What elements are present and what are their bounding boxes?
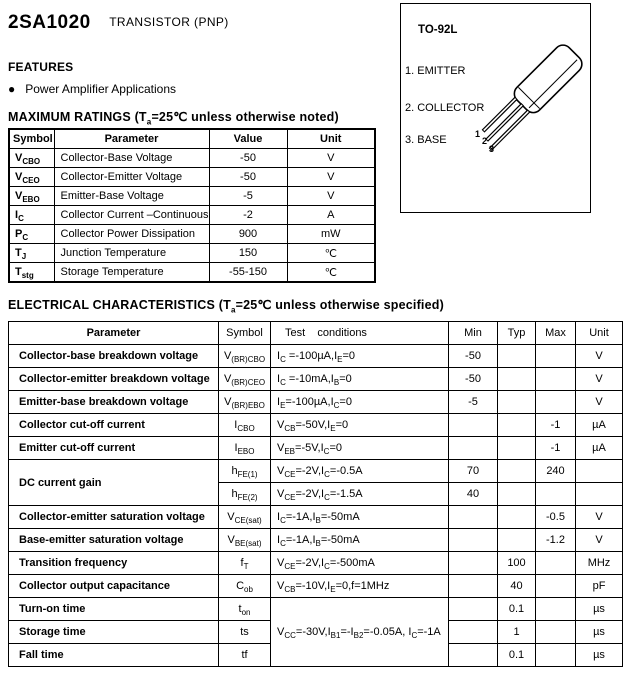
- feature-text: Power Amplifier Applications: [25, 82, 176, 96]
- cell-symbol: $V_{(BR)EBO}$: [219, 391, 271, 414]
- cell-typ: [498, 460, 536, 483]
- cell-value: -50: [209, 168, 287, 187]
- column-header: Unit: [576, 322, 623, 345]
- max-ratings-table: [8, 128, 376, 283]
- cell-test-conditions: $I_C=-1A,I_B=-50mA$: [271, 506, 449, 529]
- cell-unit: ℃: [287, 263, 375, 283]
- table-row: [9, 368, 623, 391]
- cell-parameter: Collector output capacitance: [9, 575, 219, 598]
- cell-unit: V: [576, 529, 623, 552]
- features-heading: FEATURES: [8, 60, 74, 74]
- cell-parameter: DC current gain: [9, 460, 219, 506]
- cell-typ: [498, 391, 536, 414]
- cell-unit: V: [576, 506, 623, 529]
- cell-unit: V: [287, 168, 375, 187]
- cell-max: [536, 552, 576, 575]
- cell-value: -50: [209, 149, 287, 168]
- cell-test-conditions: $V_{CE}=-2V,I_C=-0.5A$: [271, 460, 449, 483]
- cell-typ: 0.1: [498, 598, 536, 621]
- pin-label-collector: 2. COLLECTOR: [405, 102, 485, 114]
- cell-parameter: Collector-Base Voltage: [54, 149, 209, 168]
- cell-unit: A: [287, 206, 375, 225]
- table-row: [9, 168, 375, 187]
- table-row: [9, 437, 623, 460]
- max-ratings-body: [9, 149, 375, 283]
- cell-parameter: Emitter-base breakdown voltage: [9, 391, 219, 414]
- cell-typ: 40: [498, 575, 536, 598]
- column-header: Typ: [498, 322, 536, 345]
- column-header: Parameter: [54, 129, 209, 149]
- cell-unit: V: [576, 368, 623, 391]
- cell-max: [536, 391, 576, 414]
- cell-max: -0.5: [536, 506, 576, 529]
- cell-test-conditions: $V_{CE}=-2V,I_C=-500mA$: [271, 552, 449, 575]
- cell-symbol: $h_{FE(1)}$: [219, 460, 271, 483]
- features-section: [8, 60, 176, 96]
- cell-min: [449, 621, 498, 644]
- electrical-heading: ELECTRICAL CHARACTERISTICS ($T_a=25℃$ unless otherwise specified): [8, 298, 444, 315]
- cell-symbol: $f_T$: [219, 552, 271, 575]
- column-header: Test conditions: [271, 322, 449, 345]
- cell-symbol: $T_{stg}$: [9, 263, 54, 283]
- cell-typ: [498, 414, 536, 437]
- cell-min: 70: [449, 460, 498, 483]
- cell-parameter: Turn-on time: [9, 598, 219, 621]
- cell-parameter: Junction Temperature: [54, 244, 209, 263]
- cell-unit: V: [576, 345, 623, 368]
- table-row: [9, 529, 623, 552]
- lead-number-2: 2: [482, 136, 488, 146]
- cell-symbol: $t_{on}$: [219, 598, 271, 621]
- table-row: [9, 391, 623, 414]
- cell-typ: 100: [498, 552, 536, 575]
- cell-typ: [498, 345, 536, 368]
- cell-unit: µs: [576, 644, 623, 667]
- cell-typ: [498, 483, 536, 506]
- cell-max: [536, 345, 576, 368]
- column-header: Max: [536, 322, 576, 345]
- part-description: TRANSISTOR (PNP): [109, 15, 229, 29]
- cell-test-conditions: $I_C =-10mA,I_B=0$: [271, 368, 449, 391]
- cell-unit: pF: [576, 575, 623, 598]
- cell-parameter: Collector-emitter breakdown voltage: [9, 368, 219, 391]
- cell-unit: [576, 460, 623, 483]
- cell-symbol: $I_{CBO}$: [219, 414, 271, 437]
- cell-parameter: Collector Power Dissipation: [54, 225, 209, 244]
- cell-parameter: Emitter cut-off current: [9, 437, 219, 460]
- table-row: [9, 598, 623, 621]
- table-row: [9, 263, 375, 283]
- column-header: Unit: [287, 129, 375, 149]
- cell-parameter: Collector Current –Continuous: [54, 206, 209, 225]
- cell-value: -2: [209, 206, 287, 225]
- table-row: [9, 225, 375, 244]
- cell-test-conditions: $I_E=-100\mu A,I_C=0$: [271, 391, 449, 414]
- package-box: [400, 3, 591, 213]
- lead-number-3: 3: [489, 144, 495, 154]
- lead-number-1: 1: [475, 129, 481, 139]
- cell-min: [449, 575, 498, 598]
- cell-symbol: $C_{ob}$: [219, 575, 271, 598]
- cell-symbol: $T_J$: [9, 244, 54, 263]
- cell-value: -5: [209, 187, 287, 206]
- cell-min: [449, 598, 498, 621]
- cell-parameter: Collector-Emitter Voltage: [54, 168, 209, 187]
- cell-symbol: $V_{(BR)CEO}$: [219, 368, 271, 391]
- cell-symbol: $I_{EBO}$: [219, 437, 271, 460]
- cell-parameter: Base-emitter saturation voltage: [9, 529, 219, 552]
- table-row: [9, 206, 375, 225]
- cell-min: [449, 414, 498, 437]
- cell-test-conditions: $V_{CB}=-50V,I_E=0$: [271, 414, 449, 437]
- cell-test-conditions: $V_{CC}=-30V,I_{B1}=-I_{B2}=-0.05A$, $I_C=-1A$: [271, 598, 449, 667]
- cell-min: -5: [449, 391, 498, 414]
- page-title: 2SA1020: [8, 12, 91, 33]
- cell-symbol: $V_{(BR)CBO}$: [219, 345, 271, 368]
- cell-parameter: Storage Temperature: [54, 263, 209, 283]
- cell-typ: 1: [498, 621, 536, 644]
- cell-symbol: $h_{FE(2)}$: [219, 483, 271, 506]
- cell-unit: mW: [287, 225, 375, 244]
- header: [8, 12, 229, 34]
- cell-typ: [498, 529, 536, 552]
- table-row: [9, 244, 375, 263]
- cell-unit: µs: [576, 621, 623, 644]
- column-header: Symbol: [219, 322, 271, 345]
- cell-unit: V: [576, 391, 623, 414]
- cell-parameter: Collector-emitter saturation voltage: [9, 506, 219, 529]
- cell-parameter: Transition frequency: [9, 552, 219, 575]
- cell-test-conditions: $I_C=-1A,I_B=-50mA$: [271, 529, 449, 552]
- electrical-header: [9, 322, 623, 345]
- cell-min: [449, 644, 498, 667]
- column-header: Symbol: [9, 129, 54, 149]
- cell-value: 150: [209, 244, 287, 263]
- cell-min: [449, 529, 498, 552]
- pin-label-emitter: 1. EMITTER: [405, 65, 466, 77]
- cell-min: -50: [449, 368, 498, 391]
- cell-unit: µA: [576, 414, 623, 437]
- cell-value: 900: [209, 225, 287, 244]
- to92l-drawing: [401, 4, 590, 212]
- cell-symbol: $V_{EBO}$: [9, 187, 54, 206]
- cell-min: [449, 506, 498, 529]
- cell-symbol: tf: [219, 644, 271, 667]
- cell-parameter: Storage time: [9, 621, 219, 644]
- package-name: TO-92L: [418, 24, 458, 36]
- cell-max: [536, 598, 576, 621]
- cell-max: -1.2: [536, 529, 576, 552]
- table-row: [9, 187, 375, 206]
- column-header: Value: [209, 129, 287, 149]
- table-row: [9, 149, 375, 168]
- cell-typ: [498, 437, 536, 460]
- cell-unit: µs: [576, 598, 623, 621]
- cell-max: [536, 644, 576, 667]
- cell-unit: [576, 483, 623, 506]
- pin-label-base: 3. BASE: [405, 134, 447, 146]
- table-row: [9, 345, 623, 368]
- cell-max: [536, 483, 576, 506]
- cell-symbol: $V_{CEO}$: [9, 168, 54, 187]
- cell-parameter: Fall time: [9, 644, 219, 667]
- cell-test-conditions: $V_{EB}=-5V,I_C=0$: [271, 437, 449, 460]
- cell-symbol: ts: [219, 621, 271, 644]
- header-row: [9, 322, 623, 345]
- cell-symbol: $I_C$: [9, 206, 54, 225]
- table-row: [9, 506, 623, 529]
- electrical-body: [9, 345, 623, 667]
- table-row: [9, 575, 623, 598]
- cell-max: [536, 621, 576, 644]
- cell-symbol: $V_{CBO}$: [9, 149, 54, 168]
- cell-min: 40: [449, 483, 498, 506]
- max-ratings-header: [9, 129, 375, 149]
- column-header: Min: [449, 322, 498, 345]
- cell-parameter: Collector-base breakdown voltage: [9, 345, 219, 368]
- cell-parameter: Collector cut-off current: [9, 414, 219, 437]
- cell-test-conditions: $I_C =-100\mu A,I_E=0$: [271, 345, 449, 368]
- cell-unit: MHz: [576, 552, 623, 575]
- cell-typ: [498, 506, 536, 529]
- cell-test-conditions: $V_{CB}=-10V,I_E=0,f=1MHz$: [271, 575, 449, 598]
- cell-unit: ℃: [287, 244, 375, 263]
- table-row: [9, 552, 623, 575]
- bullet-icon: ●: [8, 82, 16, 96]
- cell-symbol: $V_{BE(sat)}$: [219, 529, 271, 552]
- electrical-table: [8, 321, 623, 667]
- cell-max: -1: [536, 437, 576, 460]
- cell-symbol: $P_C$: [9, 225, 54, 244]
- max-ratings-heading: MAXIMUM RATINGS ($T_a=25℃$ unless otherwise noted): [8, 110, 339, 127]
- cell-max: 240: [536, 460, 576, 483]
- cell-min: [449, 552, 498, 575]
- cell-value: -55-150: [209, 263, 287, 283]
- table-row: [9, 460, 623, 483]
- cell-max: [536, 575, 576, 598]
- cell-unit: µA: [576, 437, 623, 460]
- cell-typ: [498, 368, 536, 391]
- cell-test-conditions: $V_{CE}=-2V,I_C=-1.5A$: [271, 483, 449, 506]
- cell-unit: V: [287, 187, 375, 206]
- cell-unit: V: [287, 149, 375, 168]
- cell-parameter: Emitter-Base Voltage: [54, 187, 209, 206]
- table-row: [9, 414, 623, 437]
- cell-symbol: $V_{CE(sat)}$: [219, 506, 271, 529]
- cell-typ: 0.1: [498, 644, 536, 667]
- cell-max: [536, 368, 576, 391]
- cell-min: [449, 437, 498, 460]
- cell-max: -1: [536, 414, 576, 437]
- cell-min: -50: [449, 345, 498, 368]
- feature-item: [8, 82, 176, 96]
- column-header: Parameter: [9, 322, 219, 345]
- header-row: [9, 129, 375, 149]
